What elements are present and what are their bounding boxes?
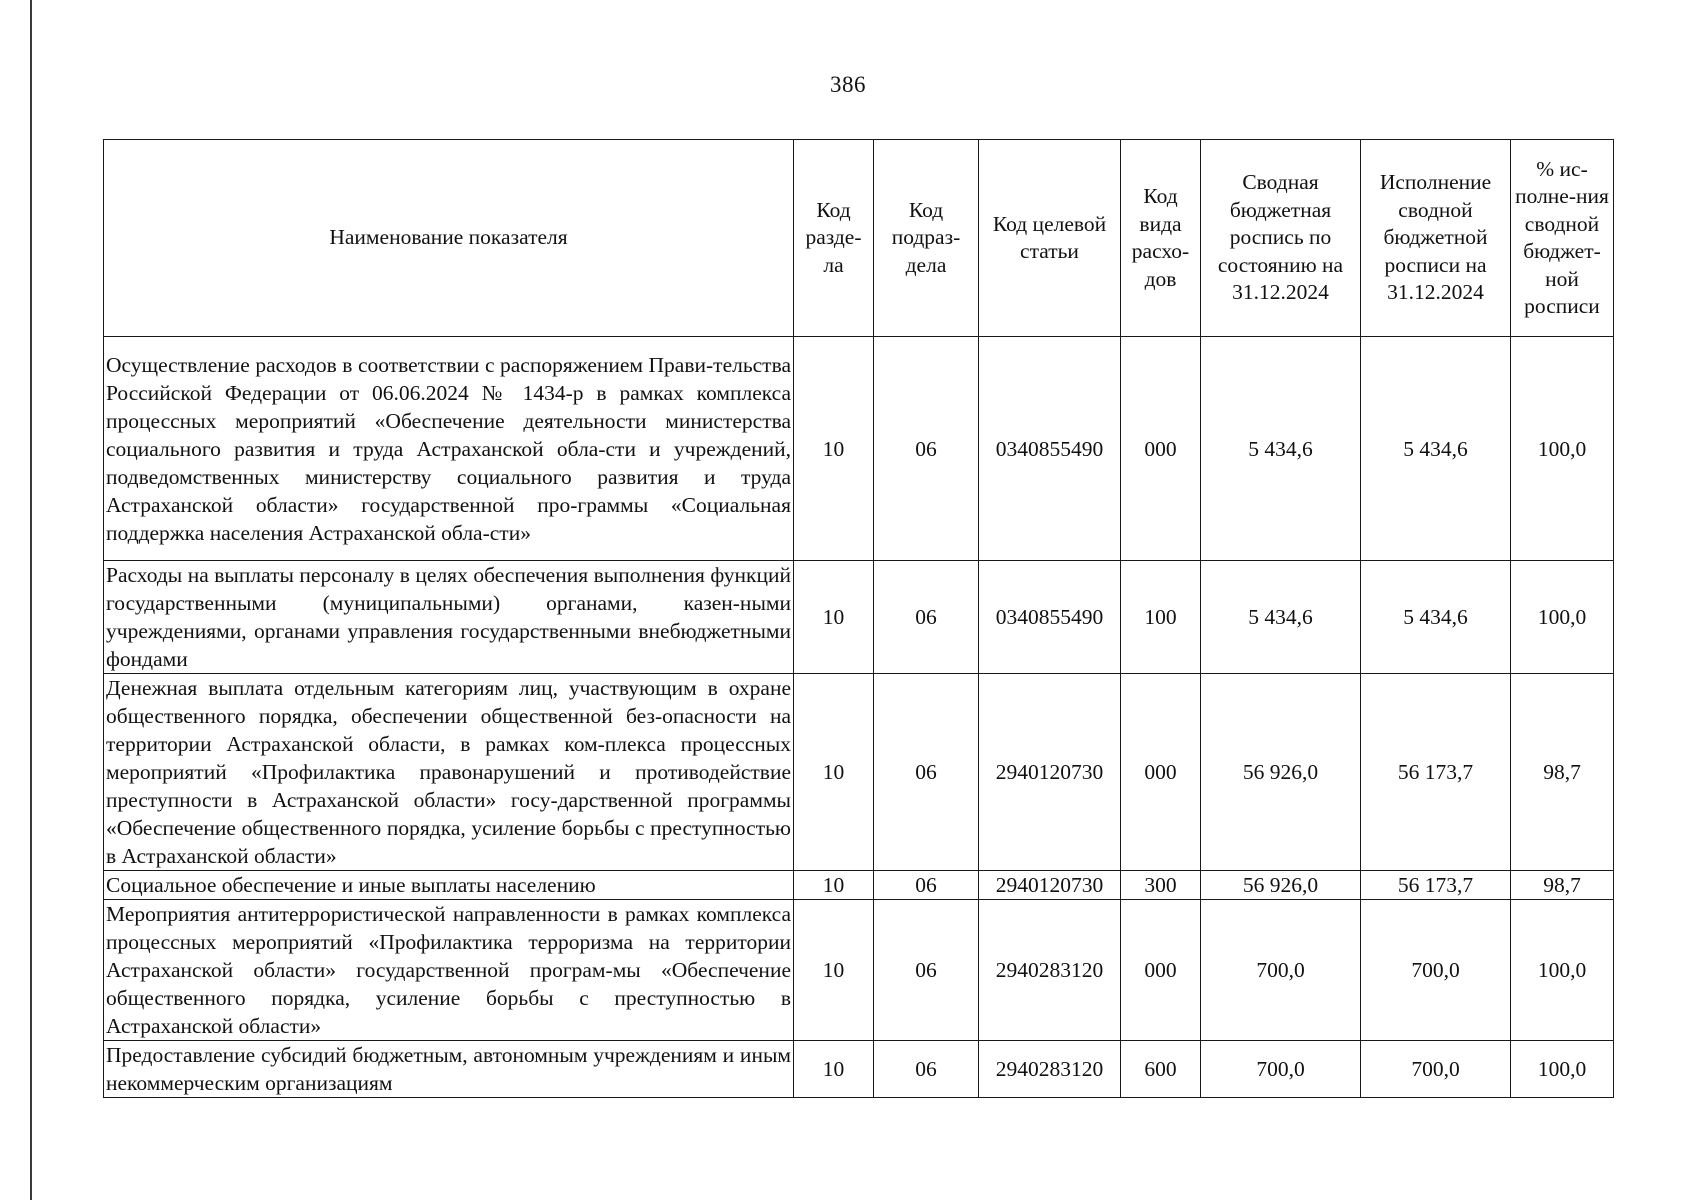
indicator-name-cell: Социальное обеспечение и иные выплаты населению xyxy=(104,871,794,900)
target-code-cell: 2940120730 xyxy=(979,674,1121,871)
target-code-cell: 2940283120 xyxy=(979,1041,1121,1098)
budget-plan-cell: 700,0 xyxy=(1201,1041,1361,1098)
expense-type-cell: 600 xyxy=(1121,1041,1201,1098)
expense-type-cell: 000 xyxy=(1121,337,1201,561)
header-indicator-name: Наименование показателя xyxy=(104,140,794,337)
subsection-code-cell: 06 xyxy=(874,337,979,561)
expense-type-cell: 000 xyxy=(1121,674,1201,871)
table-row xyxy=(104,900,1614,1041)
budget-execution-cell: 5 434,6 xyxy=(1361,561,1511,674)
section-code-cell: 10 xyxy=(794,674,874,871)
indicator-name-cell: Расходы на выплаты персоналу в целях обеспечения выполнения функций государственными (муниципальными) органами, казен-ными учреждениями, органами управления государственными внебюджетными фондами xyxy=(104,561,794,674)
header-target-code: Код целевой статьи xyxy=(979,140,1121,337)
execution-percent-cell: 100,0 xyxy=(1511,900,1614,1041)
budget-plan-cell: 700,0 xyxy=(1201,900,1361,1041)
section-code-cell: 10 xyxy=(794,900,874,1041)
expense-type-cell: 300 xyxy=(1121,871,1201,900)
table-header-row xyxy=(104,140,1614,337)
budget-execution-cell: 56 173,7 xyxy=(1361,674,1511,871)
budget-execution-cell: 5 434,6 xyxy=(1361,337,1511,561)
page-number: 386 xyxy=(830,72,866,97)
header-budget-plan: Сводная бюджетная роспись по состоянию на 31.12.2024 xyxy=(1201,140,1361,337)
execution-percent-cell: 98,7 xyxy=(1511,871,1614,900)
section-code-cell: 10 xyxy=(794,871,874,900)
indicator-name-cell: Предоставление субсидий бюджетным, автономным учреждениям и иным некоммерческим организациям xyxy=(104,1041,794,1098)
budget-plan-cell: 5 434,6 xyxy=(1201,337,1361,561)
table-row xyxy=(104,871,1614,900)
budget-execution-cell: 700,0 xyxy=(1361,900,1511,1041)
header-execution-percent: % ис-полне-ния сводной бюджет-ной росписи xyxy=(1511,140,1614,337)
table-row xyxy=(104,337,1614,561)
expense-type-cell: 100 xyxy=(1121,561,1201,674)
table-row xyxy=(104,1041,1614,1098)
section-code-cell: 10 xyxy=(794,561,874,674)
section-code-cell: 10 xyxy=(794,337,874,561)
target-code-cell: 2940283120 xyxy=(979,900,1121,1041)
header-section-code: Код разде-ла xyxy=(794,140,874,337)
table-row xyxy=(104,561,1614,674)
budget-execution-cell: 56 173,7 xyxy=(1361,871,1511,900)
expense-type-cell: 000 xyxy=(1121,900,1201,1041)
indicator-name-cell: Денежная выплата отдельным категориям лиц, участвующим в охране общественного порядка, обеспечении общественной без-опасности на территории Астраханской области, в рамках ком-плекса процессных мероприятий «Профилактика правонарушений и противодействие преступности в Астраханской области» госу-дарственной программы «Обеспечение общественного порядка, усиление борьбы с преступностью в Астраханской области» xyxy=(104,674,794,871)
section-code-cell: 10 xyxy=(794,1041,874,1098)
execution-percent-cell: 98,7 xyxy=(1511,674,1614,871)
execution-percent-cell: 100,0 xyxy=(1511,1041,1614,1098)
indicator-name-cell: Осуществление расходов в соответствии с распоряжением Прави-тельства Российской Федерации от 06.06.2024 № 1434-р в рамках комплекса процессных мероприятий «Обеспечение деятельности министерства социального развития и труда Астраханской обла-сти и учреждений, подведомственных министерству социального развития и труда Астраханской области» государственной про-граммы «Социальная поддержка населения Астраханской обла-сти» xyxy=(104,337,794,561)
subsection-code-cell: 06 xyxy=(874,1041,979,1098)
indicator-name-cell: Мероприятия антитеррористической направленности в рамках комплекса процессных мероприятий «Профилактика терроризма на территории Астраханской области» государственной програм-мы «Обеспечение общественного порядка, усиление борьбы с преступностью в Астраханской области» xyxy=(104,900,794,1041)
target-code-cell: 0340855490 xyxy=(979,561,1121,674)
target-code-cell: 0340855490 xyxy=(979,337,1121,561)
table-row xyxy=(104,674,1614,871)
execution-percent-cell: 100,0 xyxy=(1511,561,1614,674)
budget-plan-cell: 56 926,0 xyxy=(1201,871,1361,900)
budget-execution-cell: 700,0 xyxy=(1361,1041,1511,1098)
header-budget-execution: Исполнение сводной бюджетной росписи на 31.12.2024 xyxy=(1361,140,1511,337)
subsection-code-cell: 06 xyxy=(874,900,979,1041)
page-margin-line xyxy=(30,0,32,1200)
header-expense-type-code: Код вида расхо-дов xyxy=(1121,140,1201,337)
header-subsection-code: Код подраз-дела xyxy=(874,140,979,337)
budget-plan-cell: 56 926,0 xyxy=(1201,674,1361,871)
target-code-cell: 2940120730 xyxy=(979,871,1121,900)
execution-percent-cell: 100,0 xyxy=(1511,337,1614,561)
budget-plan-cell: 5 434,6 xyxy=(1201,561,1361,674)
subsection-code-cell: 06 xyxy=(874,674,979,871)
subsection-code-cell: 06 xyxy=(874,561,979,674)
subsection-code-cell: 06 xyxy=(874,871,979,900)
budget-execution-table xyxy=(103,139,1614,1098)
